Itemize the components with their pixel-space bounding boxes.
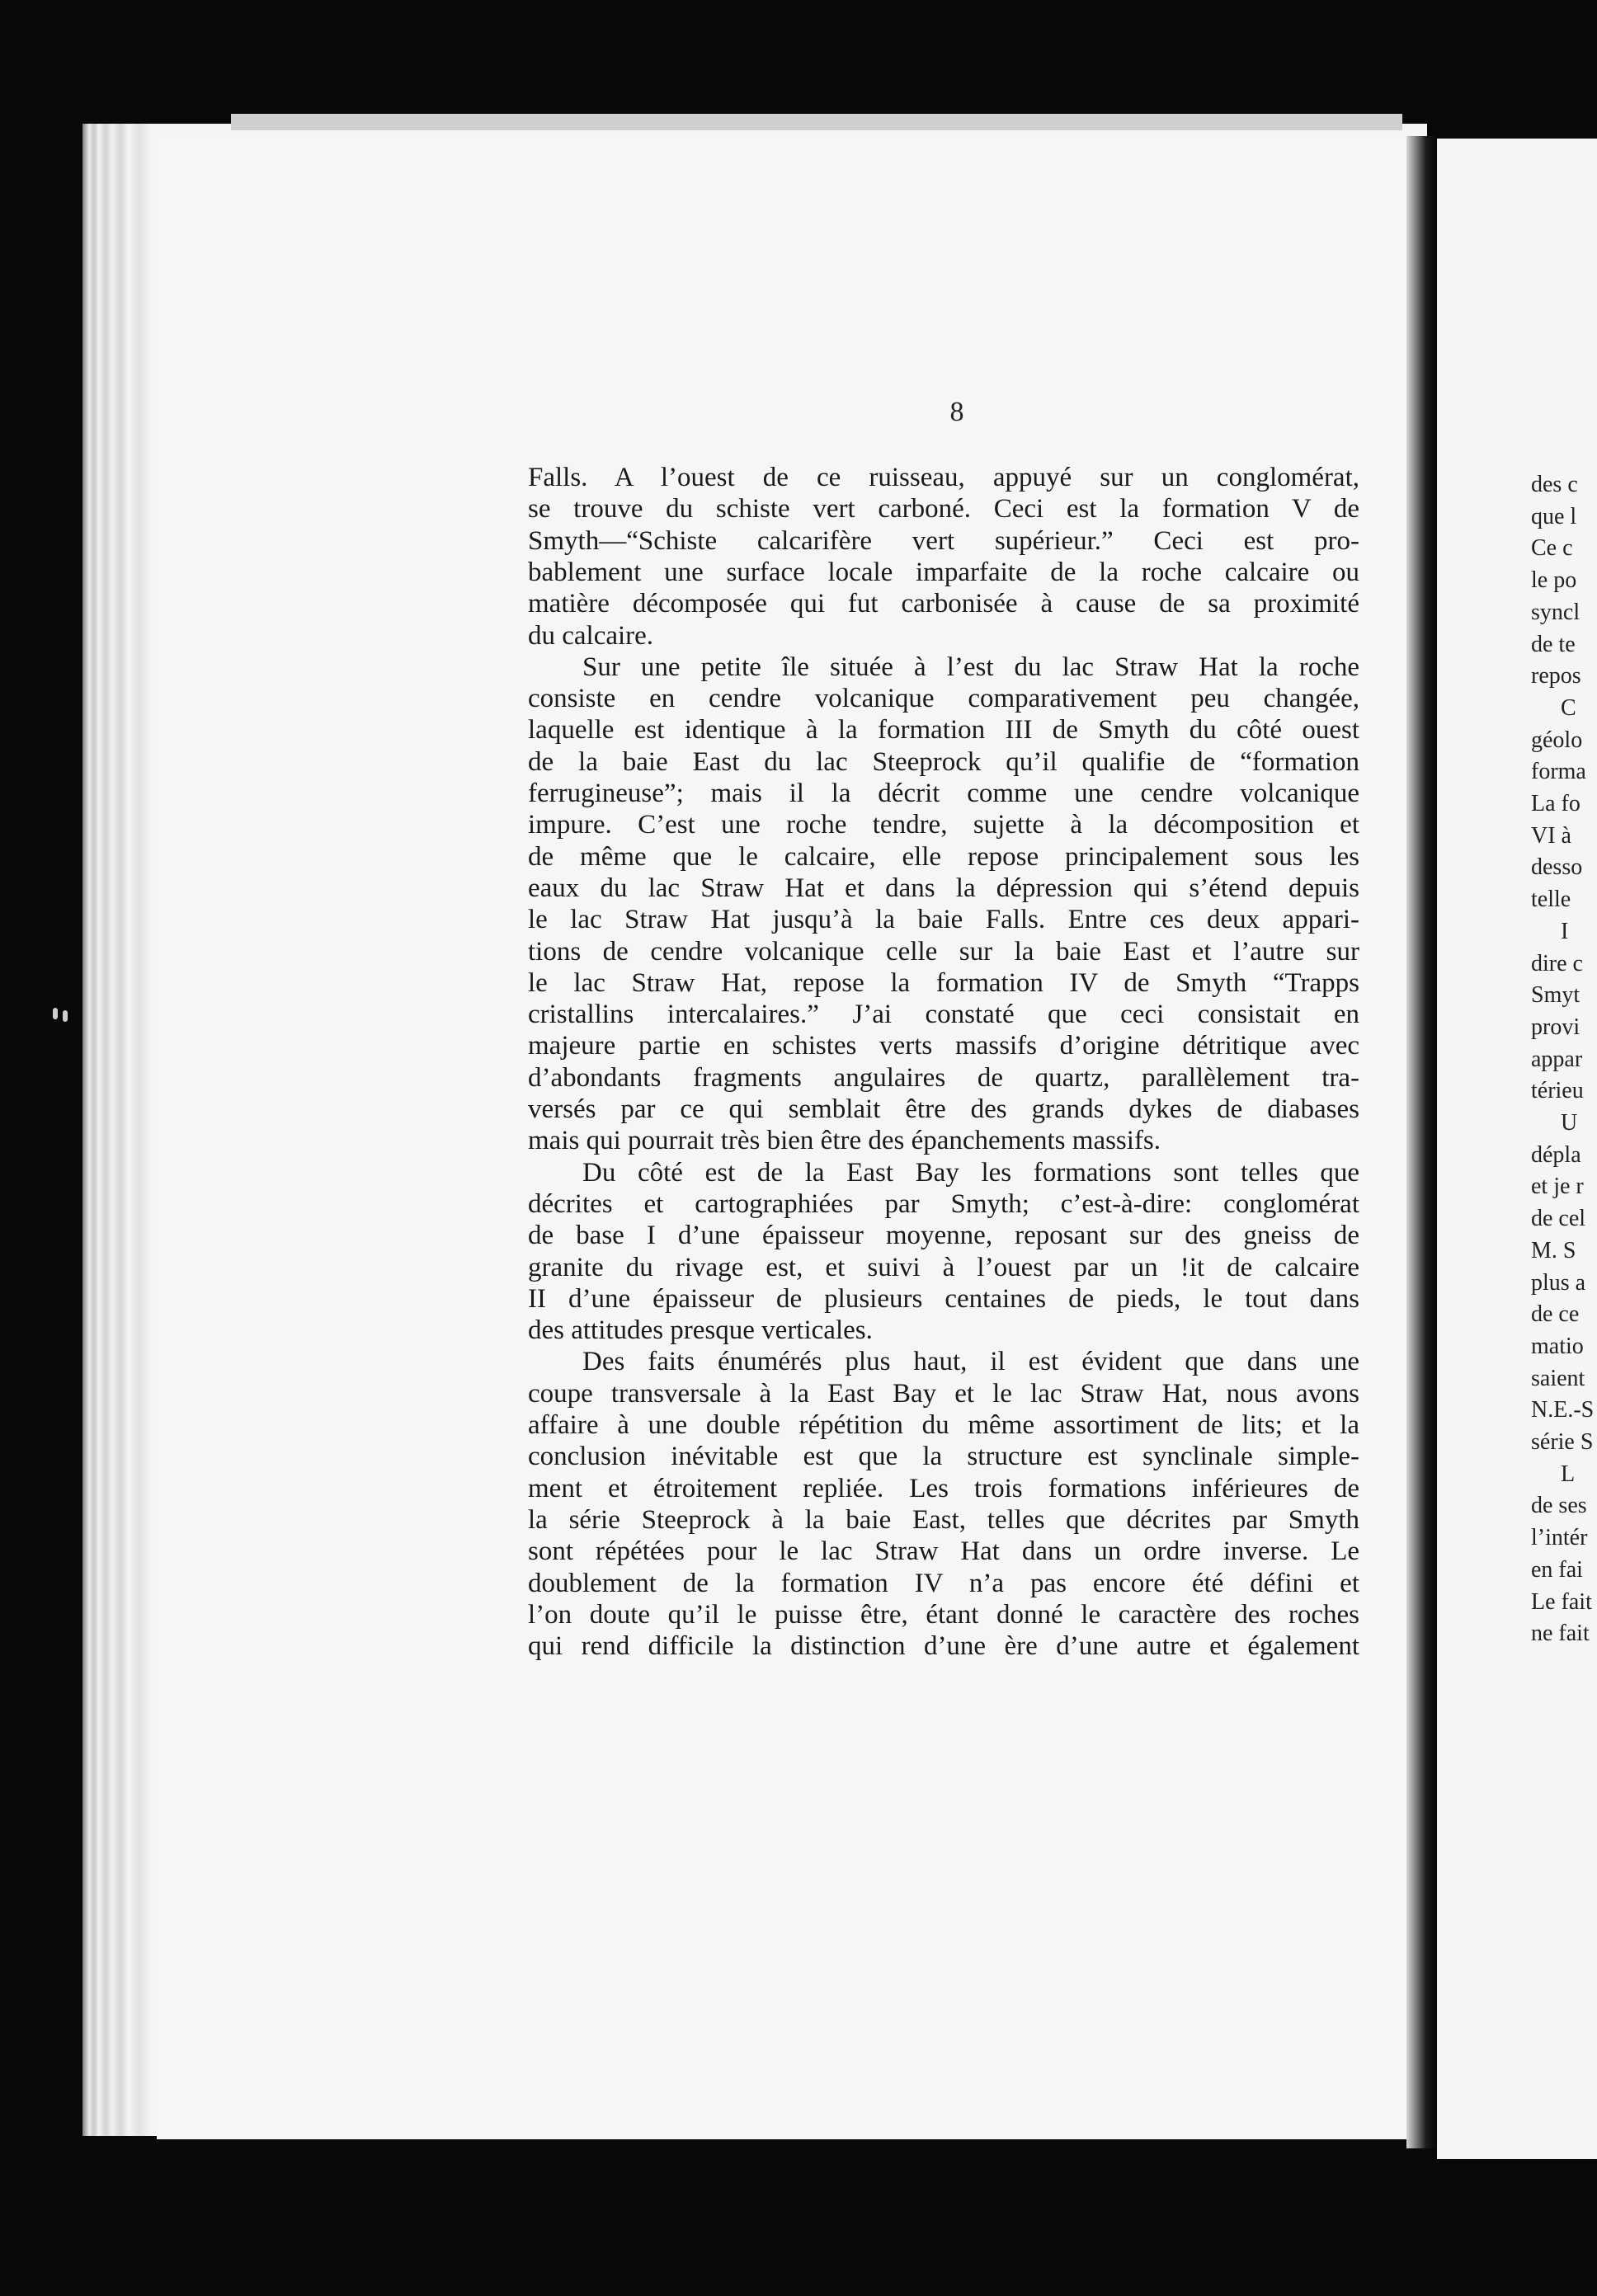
text-line: cristallins intercalaires.” J’ai constaté que ceci consistait en bbox=[528, 1000, 1359, 1030]
book-gutter bbox=[1406, 136, 1438, 2148]
page-number: 8 bbox=[949, 397, 964, 427]
text-line: du calcaire. bbox=[528, 620, 654, 651]
right-page-line: forma bbox=[1531, 759, 1586, 785]
text-line: Falls. A l’ouest de ce ruisseau, appuyé sur un conglomérat, bbox=[528, 463, 1359, 492]
text-line: se trouve du schiste vert carboné. Ceci est la formation V de bbox=[528, 494, 1359, 525]
text-line: eaux du lac Straw Hat et dans la dépression qui s’étend depuis bbox=[528, 873, 1359, 903]
text-line: de la baie East du lac Steeprock qu’il qualifie de “formation bbox=[528, 746, 1359, 777]
right-page-line: Ce c bbox=[1531, 535, 1573, 562]
text-line: ferrugineuse”; mais il la décrit comme une cendre volcanique bbox=[528, 779, 1359, 808]
right-page-line: et je r bbox=[1531, 1174, 1584, 1200]
text-line: laquelle est identique à la formation III de Smyth du côté ouest bbox=[528, 715, 1359, 746]
right-page-line: dire c bbox=[1531, 950, 1583, 976]
margin-mark bbox=[53, 1008, 58, 1019]
text-line: d’abondants fragments angulaires de quartz, parallèlement tra- bbox=[528, 1062, 1359, 1093]
right-page-line: en fai bbox=[1531, 1556, 1583, 1583]
text-line: Smyth—“Schiste calcarifère vert supérieur.” Ceci est pro- bbox=[528, 525, 1359, 556]
right-page-line: desso bbox=[1531, 854, 1583, 881]
right-page-line: série S bbox=[1531, 1429, 1594, 1455]
text-line: conclusion inévitable est que la structure est synclinale simple- bbox=[528, 1442, 1359, 1472]
text-line: sont répétées pour le lac Straw Hat dans un ordre inverse. Le bbox=[528, 1536, 1359, 1567]
right-page-line: de ce bbox=[1531, 1301, 1580, 1328]
right-page-line: que l bbox=[1531, 503, 1577, 529]
text-line: II d’une épaisseur de plusieurs centaines de pieds, le tout dans bbox=[528, 1283, 1359, 1314]
text-line: des attitudes presque verticales. bbox=[528, 1315, 873, 1346]
right-page-line: de ses bbox=[1531, 1493, 1587, 1519]
right-page-line: C bbox=[1561, 694, 1576, 721]
right-page-line: telle bbox=[1531, 887, 1571, 913]
text-line: le lac Straw Hat, repose la formation IV de Smyth “Trapps bbox=[528, 967, 1359, 998]
text-line: la série Steeprock à la baie East, telles que décrites par Smyth bbox=[528, 1504, 1359, 1535]
text-line: de base I d’une épaisseur moyenne, reposant sur des gneiss de bbox=[528, 1221, 1359, 1251]
text-line: impure. C’est une roche tendre, sujette à la décomposition et bbox=[528, 810, 1359, 840]
right-page-line: géolo bbox=[1531, 727, 1583, 753]
right-page-line: dépla bbox=[1531, 1141, 1581, 1168]
text-line: coupe transversale à la East Bay et le lac Straw Hat, nous avons bbox=[528, 1378, 1359, 1409]
text-line: ment et étroitement repliée. Les trois formations inférieures de bbox=[528, 1473, 1359, 1503]
right-page-line: de cel bbox=[1531, 1206, 1586, 1232]
text-line: mais qui pourrait très bien être des épanchements massifs. bbox=[528, 1126, 1161, 1156]
right-page-line: provi bbox=[1531, 1014, 1581, 1040]
right-page-line: appar bbox=[1531, 1046, 1583, 1072]
text-line: Des faits énumérés plus haut, il est évident que dans une bbox=[582, 1347, 1359, 1377]
right-page-line: repos bbox=[1531, 663, 1581, 689]
text-line: majeure partie en schistes verts massifs d’origine détritique avec bbox=[528, 1031, 1359, 1061]
right-page-line: Le fait bbox=[1531, 1588, 1592, 1615]
right-page-line: plus a bbox=[1531, 1269, 1586, 1296]
text-line: qui rend difficile la distinction d’une ère d’une autre et également bbox=[528, 1631, 1359, 1662]
right-page-line: syncl bbox=[1531, 599, 1581, 625]
margin-mark bbox=[63, 1010, 68, 1022]
right-page-line: térieu bbox=[1531, 1078, 1584, 1104]
text-line: affaire à une double répétition du même assortiment de lits; et la bbox=[528, 1410, 1359, 1440]
text-line: de même que le calcaire, elle repose principalement sous les bbox=[528, 841, 1359, 872]
right-page-line: N.E.-S bbox=[1531, 1397, 1595, 1423]
right-page-line: l’intér bbox=[1531, 1525, 1588, 1551]
right-page-line: VI à bbox=[1531, 822, 1571, 849]
text-line: décrites et cartographiées par Smyth; c’est-à-dire: conglomérat bbox=[528, 1188, 1359, 1219]
right-page-line: I bbox=[1561, 918, 1569, 944]
right-page-line: La fo bbox=[1531, 791, 1581, 816]
text-line: le lac Straw Hat jusqu’à la baie Falls. Entre ces deux appari- bbox=[528, 905, 1359, 935]
right-page-line: M. S bbox=[1531, 1237, 1576, 1263]
right-page-line: de te bbox=[1531, 631, 1576, 657]
text-line: granite du rivage est, et suivi à l’ouest par un !it de calcaire bbox=[528, 1252, 1359, 1282]
right-page-line: ne fait bbox=[1531, 1621, 1590, 1647]
text-line: tions de cendre volcanique celle sur la baie East et l’autre sur bbox=[528, 936, 1359, 967]
right-page-line: saient bbox=[1531, 1365, 1585, 1391]
text-line: versés par ce qui semblait être des grands dykes de diabases bbox=[528, 1094, 1359, 1124]
text-line: l’on doute qu’il le puisse être, étant donné le caractère des roches bbox=[528, 1599, 1359, 1630]
text-line: consiste en cendre volcanique comparativement peu changée, bbox=[528, 684, 1359, 714]
text-line: Du côté est de la East Bay les formations sont telles que bbox=[582, 1157, 1359, 1188]
text-line: Sur une petite île située à l’est du lac Straw Hat la roche bbox=[582, 652, 1359, 682]
text-line: matière décomposée qui fut carbonisée à cause de sa proximité bbox=[528, 589, 1359, 619]
page-top-edge bbox=[231, 114, 1402, 130]
right-page-line: Smyt bbox=[1531, 982, 1581, 1009]
text-line: bablement une surface locale imparfaite de la roche calcaire ou bbox=[528, 557, 1359, 587]
right-page-text bbox=[1531, 468, 1597, 1706]
right-page-line: le po bbox=[1531, 567, 1577, 594]
right-page-line: L bbox=[1561, 1461, 1576, 1487]
text-line: doublement de la formation IV n’a pas encore été défini et bbox=[528, 1568, 1359, 1598]
right-page-line: matio bbox=[1531, 1333, 1584, 1359]
right-page-line: U bbox=[1561, 1110, 1578, 1136]
right-page-line: des c bbox=[1531, 472, 1578, 497]
